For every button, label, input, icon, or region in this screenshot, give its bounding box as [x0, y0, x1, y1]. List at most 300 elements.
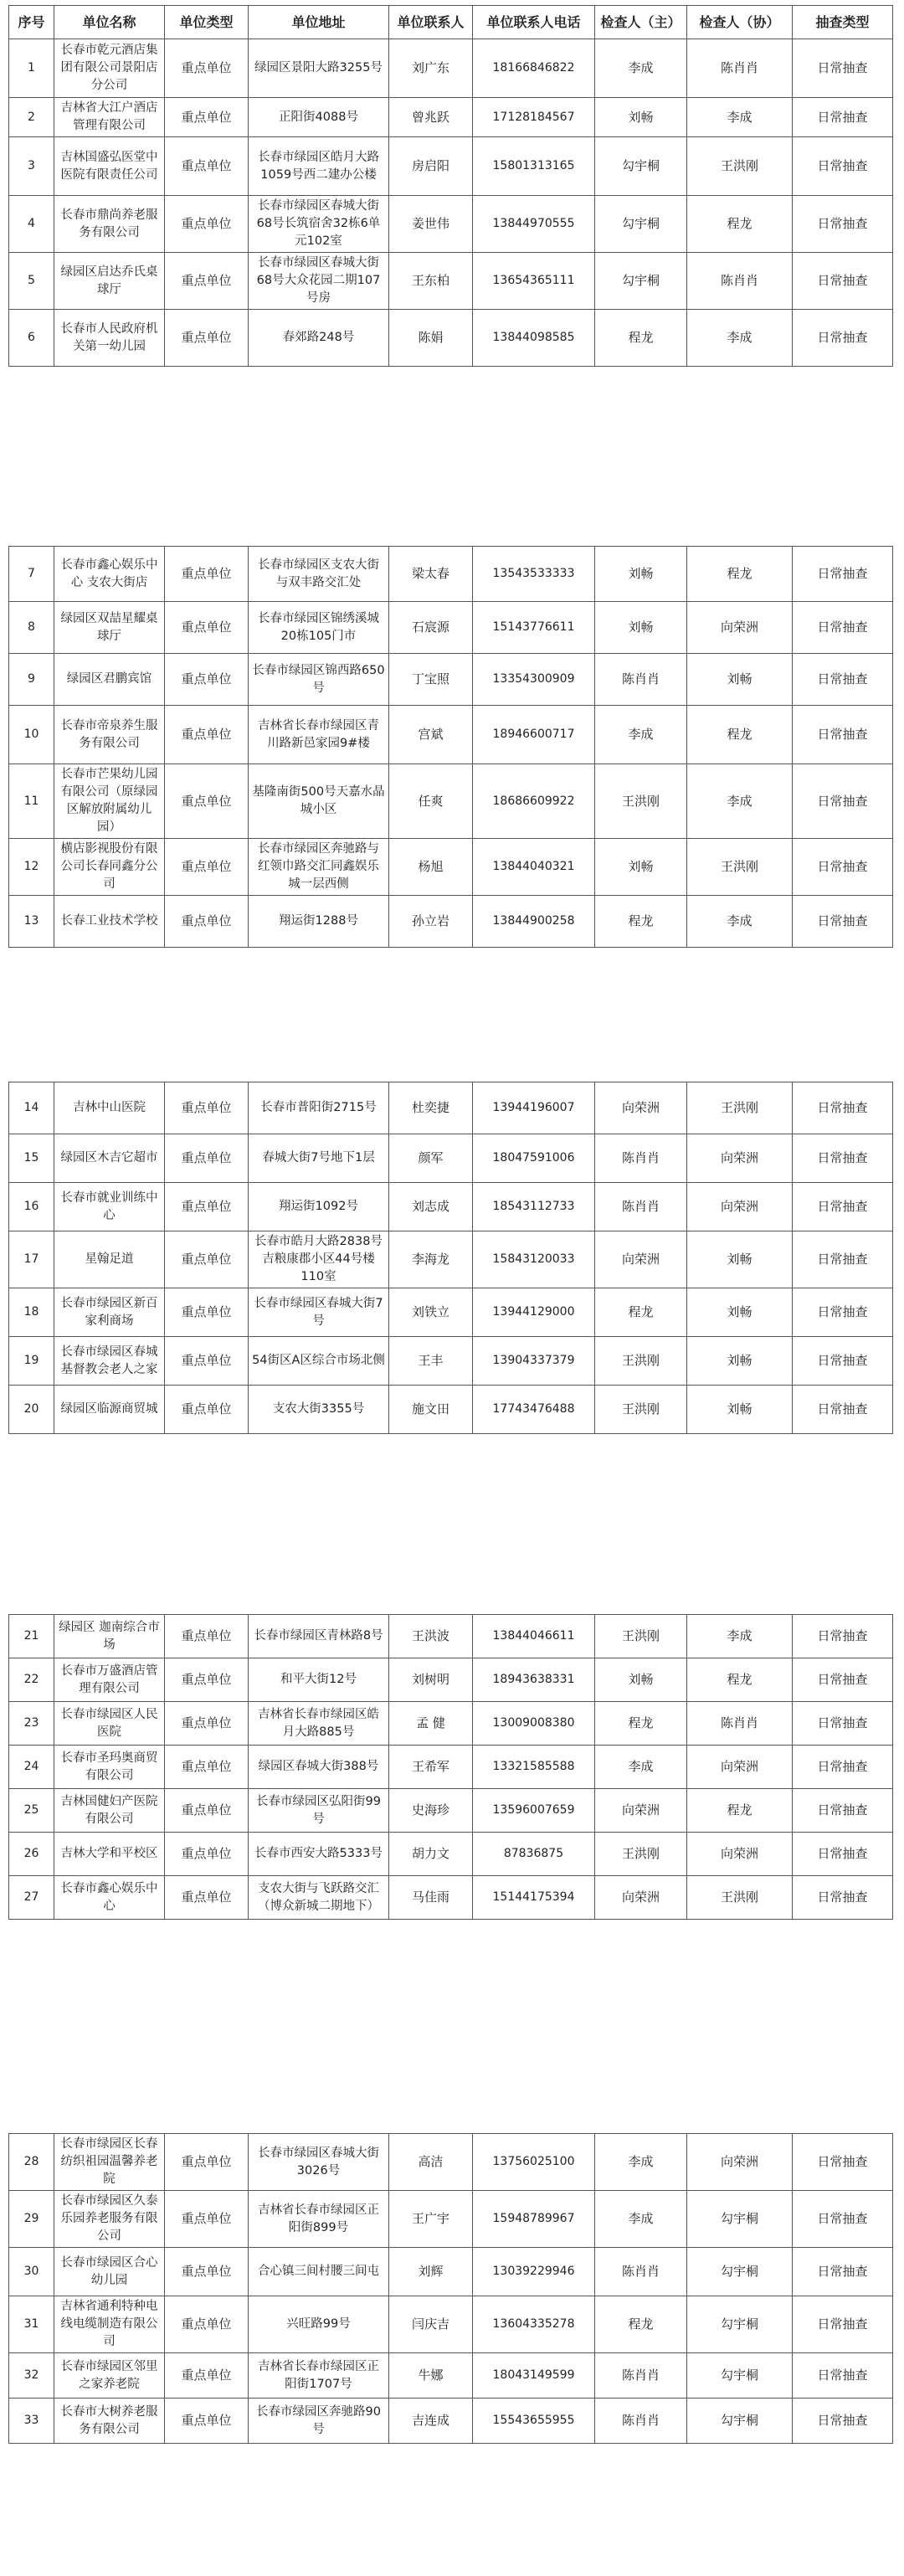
unit-address: 长春市绿园区奔驰路与红领巾路交汇同鑫娱乐城一层西侧: [249, 839, 389, 896]
table-row: [9, 706, 893, 764]
contact-phone: 15948789967: [473, 2191, 595, 2248]
table-row: [9, 1183, 893, 1231]
contact-name: 房启阳: [389, 137, 473, 196]
unit-name: 吉林国健妇产医院有限公司: [54, 1789, 165, 1833]
contact-phone: 15143776611: [473, 602, 595, 654]
inspector-assist: 陈肖肖: [687, 253, 793, 310]
check-type: 日常抽查: [793, 547, 893, 602]
row-index: 3: [9, 137, 54, 196]
inspector-assist: 向荣洲: [687, 1746, 793, 1789]
contact-phone: 87836875: [473, 1833, 595, 1876]
unit-name: 长春市鑫心娱乐中心 支农大街店: [54, 547, 165, 602]
row-index: 14: [9, 1082, 54, 1134]
inspector-main: 向荣洲: [595, 1231, 687, 1288]
inspector-assist: 程龙: [687, 1789, 793, 1833]
row-index: 21: [9, 1615, 54, 1658]
unit-name: 长春市人民政府机关第一幼儿园: [54, 310, 165, 367]
check-type: 日常抽查: [793, 764, 893, 839]
unit-type: 重点单位: [165, 196, 249, 253]
check-type: 日常抽查: [793, 1183, 893, 1231]
table-row: [9, 1231, 893, 1288]
contact-phone: 18946600717: [473, 706, 595, 764]
unit-address: 长春市绿园区支农大街与双丰路交汇处: [249, 547, 389, 602]
contact-name: 曾兆跃: [389, 98, 473, 137]
unit-type: 重点单位: [165, 896, 249, 948]
unit-address: 长春市绿园区锦绣溪城20栋105门市: [249, 602, 389, 654]
unit-address: 合心镇三间村腰三间屯: [249, 2248, 389, 2296]
unit-address: 长春市绿园区锦西路650号: [249, 654, 389, 706]
table-row: [9, 98, 893, 137]
check-type: 日常抽查: [793, 1134, 893, 1183]
inspection-table: [8, 1614, 893, 1920]
contact-phone: 15801313165: [473, 137, 595, 196]
inspector-assist: 陈肖肖: [687, 39, 793, 98]
inspector-main: 李成: [595, 39, 687, 98]
unit-type: 重点单位: [165, 39, 249, 98]
contact-phone: 13944196007: [473, 1082, 595, 1134]
contact-name: 牛娜: [389, 2353, 473, 2399]
unit-address: 长春市绿园区春城大街68号长筑宿舍32栋6单元102室: [249, 196, 389, 253]
unit-type: 重点单位: [165, 1876, 249, 1920]
contact-phone: 18543112733: [473, 1183, 595, 1231]
unit-type: 重点单位: [165, 2399, 249, 2444]
unit-type: 重点单位: [165, 1288, 249, 1337]
row-index: 10: [9, 706, 54, 764]
unit-name: 绿园区启达乔氏桌球厅: [54, 253, 165, 310]
contact-name: 刘辉: [389, 2248, 473, 2296]
table-row: [9, 764, 893, 839]
table-row: [9, 1337, 893, 1386]
unit-address: 兴旺路99号: [249, 2296, 389, 2353]
row-index: 12: [9, 839, 54, 896]
contact-phone: 17128184567: [473, 98, 595, 137]
unit-name: 长春市大树养老服务有限公司: [54, 2399, 165, 2444]
inspector-main: 李成: [595, 706, 687, 764]
check-type: 日常抽查: [793, 2296, 893, 2353]
inspector-assist: 李成: [687, 310, 793, 367]
inspector-main: 陈肖肖: [595, 2399, 687, 2444]
table-row: [9, 1702, 893, 1746]
unit-address: 54街区A区综合市场北侧: [249, 1337, 389, 1386]
contact-phone: 13844098585: [473, 310, 595, 367]
unit-type: 重点单位: [165, 253, 249, 310]
check-type: 日常抽查: [793, 1789, 893, 1833]
unit-name: 长春市绿园区新百家利商场: [54, 1288, 165, 1337]
unit-name: 长春市绿园区合心幼儿园: [54, 2248, 165, 2296]
contact-phone: 13596007659: [473, 1789, 595, 1833]
table-row: [9, 839, 893, 896]
inspector-main: 陈肖肖: [595, 2248, 687, 2296]
unit-type: 重点单位: [165, 1833, 249, 1876]
unit-type: 重点单位: [165, 2134, 249, 2191]
contact-name: 梁太春: [389, 547, 473, 602]
inspector-main: 勾宇桐: [595, 196, 687, 253]
unit-address: 绿园区景阳大路3255号: [249, 39, 389, 98]
table-row: [9, 2296, 893, 2353]
unit-name: 长春工业技术学校: [54, 896, 165, 948]
contact-name: 王广宇: [389, 2191, 473, 2248]
unit-type: 重点单位: [165, 2248, 249, 2296]
table-row: [9, 1833, 893, 1876]
contact-phone: 13039229946: [473, 2248, 595, 2296]
inspector-assist: 李成: [687, 896, 793, 948]
table-row: [9, 253, 893, 310]
inspector-main: 刘畅: [595, 1658, 687, 1702]
unit-name: 长春市圣玛奥商贸有限公司: [54, 1746, 165, 1789]
table-row: [9, 2134, 893, 2191]
unit-name: 长春市绿园区邻里之家养老院: [54, 2353, 165, 2399]
inspector-assist: 程龙: [687, 196, 793, 253]
inspection-table: [8, 1082, 893, 1434]
contact-phone: 13009008380: [473, 1702, 595, 1746]
inspector-assist: 勾宇桐: [687, 2296, 793, 2353]
inspector-main: 向荣洲: [595, 1082, 687, 1134]
row-index: 20: [9, 1386, 54, 1434]
unit-name: 长春市芒果幼儿园有限公司（原绿园区解放附属幼儿园）: [54, 764, 165, 839]
row-index: 31: [9, 2296, 54, 2353]
unit-address: 吉林省长春市绿园区青川路新邑家园9#楼: [249, 706, 389, 764]
inspector-assist: 王洪刚: [687, 1082, 793, 1134]
unit-type: 重点单位: [165, 2296, 249, 2353]
check-type: 日常抽查: [793, 654, 893, 706]
check-type: 日常抽查: [793, 196, 893, 253]
unit-address: 长春市普阳街2715号: [249, 1082, 389, 1134]
inspector-main: 刘畅: [595, 98, 687, 137]
check-type: 日常抽查: [793, 2248, 893, 2296]
unit-name: 吉林中山医院: [54, 1082, 165, 1134]
unit-name: 绿园区临源商贸城: [54, 1386, 165, 1434]
unit-name: 星翰足道: [54, 1231, 165, 1288]
unit-address: 春城大街7号地下1层: [249, 1134, 389, 1183]
unit-type: 重点单位: [165, 706, 249, 764]
row-index: 28: [9, 2134, 54, 2191]
unit-address: 长春市绿园区皓月大路1059号西二建办公楼: [249, 137, 389, 196]
unit-address: 长春市绿园区春城大街3026号: [249, 2134, 389, 2191]
contact-phone: 13543533333: [473, 547, 595, 602]
unit-name: 长春市鼎尚养老服务有限公司: [54, 196, 165, 253]
unit-type: 重点单位: [165, 1231, 249, 1288]
contact-name: 丁宝照: [389, 654, 473, 706]
inspector-main: 王洪刚: [595, 1615, 687, 1658]
check-type: 日常抽查: [793, 602, 893, 654]
contact-name: 闫庆吉: [389, 2296, 473, 2353]
row-index: 17: [9, 1231, 54, 1288]
unit-name: 长春市万盛酒店管理有限公司: [54, 1658, 165, 1702]
row-index: 11: [9, 764, 54, 839]
row-index: 2: [9, 98, 54, 137]
contact-phone: 15843120033: [473, 1231, 595, 1288]
unit-name: 长春市绿园区久泰乐园养老服务有限公司: [54, 2191, 165, 2248]
table-row: [9, 1386, 893, 1434]
inspector-main: 刘畅: [595, 547, 687, 602]
table-row: [9, 196, 893, 253]
inspector-assist: 王洪刚: [687, 137, 793, 196]
col-header-unit-type: 单位类型: [165, 6, 249, 39]
row-index: 24: [9, 1746, 54, 1789]
inspector-assist: 向荣洲: [687, 2134, 793, 2191]
contact-name: 姜世伟: [389, 196, 473, 253]
check-type: 日常抽查: [793, 1658, 893, 1702]
check-type: 日常抽查: [793, 1288, 893, 1337]
inspector-assist: 刘畅: [687, 1386, 793, 1434]
unit-address: 翔运街1092号: [249, 1183, 389, 1231]
table-row: [9, 2353, 893, 2399]
unit-address: 长春市绿园区春城大街7号: [249, 1288, 389, 1337]
inspector-main: 陈肖肖: [595, 1134, 687, 1183]
contact-name: 胡力文: [389, 1833, 473, 1876]
unit-address: 长春市绿园区奔驰路90号: [249, 2399, 389, 2444]
row-index: 30: [9, 2248, 54, 2296]
table-row: [9, 1658, 893, 1702]
col-header-unit-name: 单位名称: [54, 6, 165, 39]
unit-type: 重点单位: [165, 1337, 249, 1386]
row-index: 27: [9, 1876, 54, 1920]
inspector-main: 陈肖肖: [595, 654, 687, 706]
contact-name: 刘广东: [389, 39, 473, 98]
check-type: 日常抽查: [793, 1082, 893, 1134]
inspector-main: 程龙: [595, 1702, 687, 1746]
unit-name: 横店影视股份有限公司长春同鑫分公司: [54, 839, 165, 896]
table-row: [9, 654, 893, 706]
inspector-assist: 向荣洲: [687, 1134, 793, 1183]
unit-type: 重点单位: [165, 137, 249, 196]
unit-name: 长春市就业训练中心: [54, 1183, 165, 1231]
unit-address: 支农大街与飞跃路交汇（博众新城二期地下）: [249, 1876, 389, 1920]
inspection-table-block-3: [8, 1082, 892, 1434]
unit-type: 重点单位: [165, 602, 249, 654]
row-index: 13: [9, 896, 54, 948]
table-row: [9, 310, 893, 367]
contact-name: 刘志成: [389, 1183, 473, 1231]
unit-name: 长春市绿园区春城基督教会老人之家: [54, 1337, 165, 1386]
unit-type: 重点单位: [165, 98, 249, 137]
table-row: [9, 1134, 893, 1183]
table-row: [9, 137, 893, 196]
inspection-table-block-1: [8, 5, 892, 367]
contact-name: 宫斌: [389, 706, 473, 764]
unit-type: 重点单位: [165, 2191, 249, 2248]
table-row: [9, 1615, 893, 1658]
unit-address: 绿园区春城大街388号: [249, 1746, 389, 1789]
contact-name: 任爽: [389, 764, 473, 839]
inspector-assist: 李成: [687, 98, 793, 137]
check-type: 日常抽查: [793, 137, 893, 196]
contact-name: 石宸源: [389, 602, 473, 654]
table-row: [9, 1746, 893, 1789]
unit-type: 重点单位: [165, 1183, 249, 1231]
unit-type: 重点单位: [165, 654, 249, 706]
row-index: 33: [9, 2399, 54, 2444]
row-index: 22: [9, 1658, 54, 1702]
inspector-assist: 向荣洲: [687, 1183, 793, 1231]
inspector-main: 向荣洲: [595, 1789, 687, 1833]
inspector-assist: 李成: [687, 764, 793, 839]
contact-name: 王东柏: [389, 253, 473, 310]
inspector-main: 王洪刚: [595, 1833, 687, 1876]
inspector-main: 程龙: [595, 1288, 687, 1337]
contact-name: 王洪波: [389, 1615, 473, 1658]
col-header-inspector-main: 检查人（主）: [595, 6, 687, 39]
contact-phone: 13321585588: [473, 1746, 595, 1789]
inspector-assist: 向荣洲: [687, 602, 793, 654]
table-row: [9, 1876, 893, 1920]
contact-name: 刘树明: [389, 1658, 473, 1702]
contact-phone: 13844040321: [473, 839, 595, 896]
unit-address: 支农大街3355号: [249, 1386, 389, 1434]
unit-type: 重点单位: [165, 1386, 249, 1434]
unit-name: 吉林省大江户酒店管理有限公司: [54, 98, 165, 137]
inspection-table-block-2: [8, 546, 892, 948]
check-type: 日常抽查: [793, 1876, 893, 1920]
contact-name: 杨旭: [389, 839, 473, 896]
inspector-main: 程龙: [595, 896, 687, 948]
row-index: 29: [9, 2191, 54, 2248]
unit-type: 重点单位: [165, 1746, 249, 1789]
inspector-assist: 陈肖肖: [687, 1702, 793, 1746]
unit-name: 吉林大学和平校区: [54, 1833, 165, 1876]
table-row: [9, 2248, 893, 2296]
inspector-main: 王洪刚: [595, 1337, 687, 1386]
table-row: [9, 1288, 893, 1337]
contact-name: 马佳雨: [389, 1876, 473, 1920]
inspector-main: 勾宇桐: [595, 253, 687, 310]
check-type: 日常抽查: [793, 1386, 893, 1434]
unit-address: 春郊路248号: [249, 310, 389, 367]
contact-name: 高洁: [389, 2134, 473, 2191]
unit-name: 绿园区木吉它超市: [54, 1134, 165, 1183]
inspector-main: 程龙: [595, 2296, 687, 2353]
contact-phone: 18047591006: [473, 1134, 595, 1183]
check-type: 日常抽查: [793, 706, 893, 764]
table-row: [9, 602, 893, 654]
unit-type: 重点单位: [165, 1082, 249, 1134]
inspector-assist: 程龙: [687, 1658, 793, 1702]
inspector-main: 勾宇桐: [595, 137, 687, 196]
inspector-main: 李成: [595, 1746, 687, 1789]
contact-phone: 13904337379: [473, 1337, 595, 1386]
inspector-assist: 王洪刚: [687, 1876, 793, 1920]
contact-phone: 18166846822: [473, 39, 595, 98]
row-index: 18: [9, 1288, 54, 1337]
unit-address: 翔运街1288号: [249, 896, 389, 948]
inspector-main: 李成: [595, 2191, 687, 2248]
check-type: 日常抽查: [793, 1231, 893, 1288]
unit-address: 正阳街4088号: [249, 98, 389, 137]
row-index: 32: [9, 2353, 54, 2399]
row-index: 4: [9, 196, 54, 253]
unit-address: 吉林省长春市绿园区正阳街1707号: [249, 2353, 389, 2399]
inspector-main: 李成: [595, 2134, 687, 2191]
col-header-index: 序号: [9, 6, 54, 39]
inspector-main: 王洪刚: [595, 764, 687, 839]
check-type: 日常抽查: [793, 39, 893, 98]
inspector-main: 刘畅: [595, 839, 687, 896]
contact-phone: 13844970555: [473, 196, 595, 253]
unit-type: 重点单位: [165, 1658, 249, 1702]
row-index: 5: [9, 253, 54, 310]
check-type: 日常抽查: [793, 896, 893, 948]
col-header-phone: 单位联系人电话: [473, 6, 595, 39]
unit-address: 长春市绿园区青林路8号: [249, 1615, 389, 1658]
unit-name: 吉林省通利特种电线电缆制造有限公司: [54, 2296, 165, 2353]
contact-phone: 13944129000: [473, 1288, 595, 1337]
unit-name: 吉林国盛弘医堂中医院有限责任公司: [54, 137, 165, 196]
check-type: 日常抽查: [793, 98, 893, 137]
check-type: 日常抽查: [793, 2399, 893, 2444]
col-header-contact: 单位联系人: [389, 6, 473, 39]
inspector-assist: 刘畅: [687, 654, 793, 706]
contact-phone: 18686609922: [473, 764, 595, 839]
unit-name: 长春市绿园区长春纺织祖园温馨养老院: [54, 2134, 165, 2191]
unit-address: 吉林省长春市绿园区皓月大路885号: [249, 1702, 389, 1746]
inspector-assist: 勾宇桐: [687, 2399, 793, 2444]
check-type: 日常抽查: [793, 1746, 893, 1789]
inspector-assist: 勾宇桐: [687, 2248, 793, 2296]
contact-name: 陈娟: [389, 310, 473, 367]
table-row: [9, 896, 893, 948]
inspector-main: 陈肖肖: [595, 1183, 687, 1231]
row-index: 15: [9, 1134, 54, 1183]
contact-name: 颜军: [389, 1134, 473, 1183]
inspector-assist: 李成: [687, 1615, 793, 1658]
contact-name: 孙立岩: [389, 896, 473, 948]
check-type: 日常抽查: [793, 2191, 893, 2248]
unit-name: 长春市乾元酒店集团有限公司景阳店分公司: [54, 39, 165, 98]
contact-name: 王希军: [389, 1746, 473, 1789]
inspector-assist: 刘畅: [687, 1231, 793, 1288]
check-type: 日常抽查: [793, 2353, 893, 2399]
row-index: 8: [9, 602, 54, 654]
unit-name: 绿园区君鹏宾馆: [54, 654, 165, 706]
table-row: [9, 1789, 893, 1833]
inspection-table-block-4: [8, 1614, 892, 1920]
col-header-check-type: 抽查类型: [793, 6, 893, 39]
inspection-table: [8, 5, 893, 367]
contact-name: 王丰: [389, 1337, 473, 1386]
unit-type: 重点单位: [165, 1789, 249, 1833]
inspector-main: 王洪刚: [595, 1386, 687, 1434]
contact-phone: 13354300909: [473, 654, 595, 706]
contact-name: 杜奕捷: [389, 1082, 473, 1134]
unit-type: 重点单位: [165, 1615, 249, 1658]
header-row: [9, 6, 893, 39]
inspector-assist: 刘畅: [687, 1337, 793, 1386]
unit-address: 长春市西安大路5333号: [249, 1833, 389, 1876]
unit-type: 重点单位: [165, 839, 249, 896]
inspector-assist: 勾宇桐: [687, 2191, 793, 2248]
unit-type: 重点单位: [165, 764, 249, 839]
contact-name: 孟 健: [389, 1702, 473, 1746]
unit-address: 基隆南街500号天嘉水晶城小区: [249, 764, 389, 839]
contact-name: 施文田: [389, 1386, 473, 1434]
unit-type: 重点单位: [165, 1702, 249, 1746]
row-index: 23: [9, 1702, 54, 1746]
unit-type: 重点单位: [165, 310, 249, 367]
unit-type: 重点单位: [165, 547, 249, 602]
contact-phone: 13654365111: [473, 253, 595, 310]
check-type: 日常抽查: [793, 1702, 893, 1746]
inspector-main: 向荣洲: [595, 1876, 687, 1920]
unit-type: 重点单位: [165, 1134, 249, 1183]
contact-phone: 18943638331: [473, 1658, 595, 1702]
inspection-table-block-5: [8, 2133, 892, 2444]
check-type: 日常抽查: [793, 1833, 893, 1876]
row-index: 16: [9, 1183, 54, 1231]
row-index: 1: [9, 39, 54, 98]
contact-phone: 13844046611: [473, 1615, 595, 1658]
inspector-assist: 程龙: [687, 706, 793, 764]
col-header-address: 单位地址: [249, 6, 389, 39]
